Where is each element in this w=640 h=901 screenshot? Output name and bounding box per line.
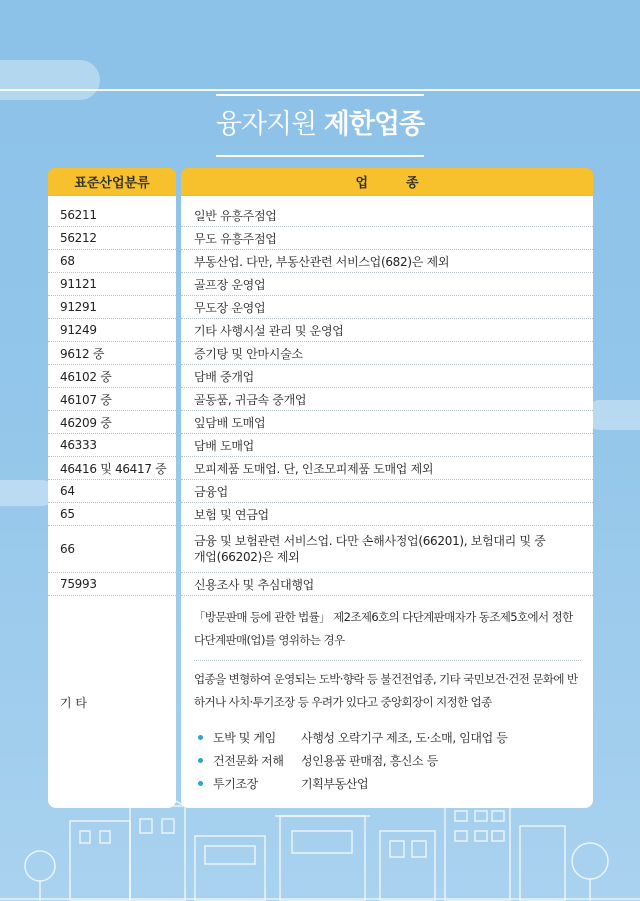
- title-bottom-rule: [216, 155, 424, 157]
- etc-paragraph-2: 업종을 변형하여 운영되는 도박·향락 등 불건전업종, 기타 국민보건·건전 문화에 반하거나 사치·투기조장 등 우려가 있다고 중앙회장이 지정한 업종: [194, 672, 578, 709]
- bullet-desc: 사행성 오락기구 제조, 도·소매, 임대업 등: [301, 731, 508, 745]
- header-code: 표준산업분류: [48, 168, 176, 195]
- table-row-code: 46209 중: [48, 411, 176, 434]
- bullet-label: 투기조장: [213, 777, 258, 791]
- bullet-item: [198, 775, 368, 792]
- table-row-industry: 보험 및 연금업: [181, 503, 593, 526]
- bullet-label: 도박 및 게임: [213, 731, 276, 745]
- etc-divider: [194, 660, 581, 661]
- city-skyline-illustration: [0, 791, 640, 901]
- table-row-industry: 담배 도매업: [181, 434, 593, 457]
- bullet-item: [198, 752, 438, 769]
- bullet-dot-icon: [198, 781, 203, 786]
- table-row-code: 66: [48, 526, 176, 573]
- table-row-industry: 모피제품 도매업. 단, 인조모피제품 도매업 제외: [181, 457, 593, 480]
- table-row-code: 75993: [48, 573, 176, 596]
- bullet-label: 건전문화 저해: [213, 754, 284, 768]
- bullet-desc: 성인용품 판매점, 흥신소 등: [301, 754, 438, 768]
- table-row-industry: 담배 중개업: [181, 365, 593, 388]
- table-row-industry: 부동산업. 다만, 부동산관련 서비스업(682)은 제외: [181, 250, 593, 273]
- table-row-code: 9612 중: [48, 342, 176, 365]
- header-industry: 업종: [181, 168, 593, 195]
- title-top-rule: [216, 94, 424, 96]
- table-row-industry: 기타 사행시설 관리 및 운영업: [181, 319, 593, 342]
- table-row-industry: 골프장 운영업: [181, 273, 593, 296]
- table-row-industry: 무도 유흥주점업: [181, 227, 593, 250]
- table-row-code: 68: [48, 250, 176, 273]
- bullet-item: [198, 729, 507, 746]
- table-row-code: 65: [48, 503, 176, 526]
- bullet-dot-icon: [198, 735, 203, 740]
- table-row-code: 56211: [48, 204, 176, 227]
- table-row-industry: 잎담배 도매업: [181, 411, 593, 434]
- etc-label: 기 타: [60, 696, 87, 710]
- table-row-code: 91121: [48, 273, 176, 296]
- code-column: [48, 196, 176, 808]
- cloud: [0, 480, 55, 506]
- bullet-dot-icon: [198, 758, 203, 763]
- etc-paragraph-1: 「방문판매 등에 관한 법률」 제2조제6호의 다단계판매자가 동조제5호에서 정한 다단계판매(업)를 영위하는 경우: [194, 610, 573, 647]
- table-row-code: 46107 중: [48, 388, 176, 411]
- cloud: [0, 60, 100, 100]
- table-row-code: 91291: [48, 296, 176, 319]
- table-row-code: 46333: [48, 434, 176, 457]
- cloud: [585, 400, 640, 430]
- table-row-industry: 골동품, 귀금속 중개업: [181, 388, 593, 411]
- table-row-industry: 금융업: [181, 480, 593, 503]
- table-row-industry: 신용조사 및 추심대행업: [181, 573, 593, 596]
- table-row-code: 46102 중: [48, 365, 176, 388]
- table-row-industry: 증기탕 및 안마시술소: [181, 342, 593, 365]
- page-title-bold: 제한업종: [323, 109, 425, 140]
- table-row-industry: 무도장 운영업: [181, 296, 593, 319]
- table-row-code: 56212: [48, 227, 176, 250]
- table-row-code: 91249: [48, 319, 176, 342]
- table-row-code: 64: [48, 480, 176, 503]
- industry-column: [181, 196, 593, 808]
- page-title-light: 융자지원: [215, 109, 317, 140]
- table-row-industry: 일반 유흥주점업: [181, 204, 593, 227]
- table-row-code: 46416 및 46417 중: [48, 457, 176, 480]
- table-row-industry: 금융 및 보험관련 서비스업. 다만 손해사정업(66201), 보험대리 및 중개업(66202)은 제외: [181, 526, 593, 573]
- page-title: [210, 96, 430, 151]
- bullet-desc: 기획부동산업: [301, 777, 369, 791]
